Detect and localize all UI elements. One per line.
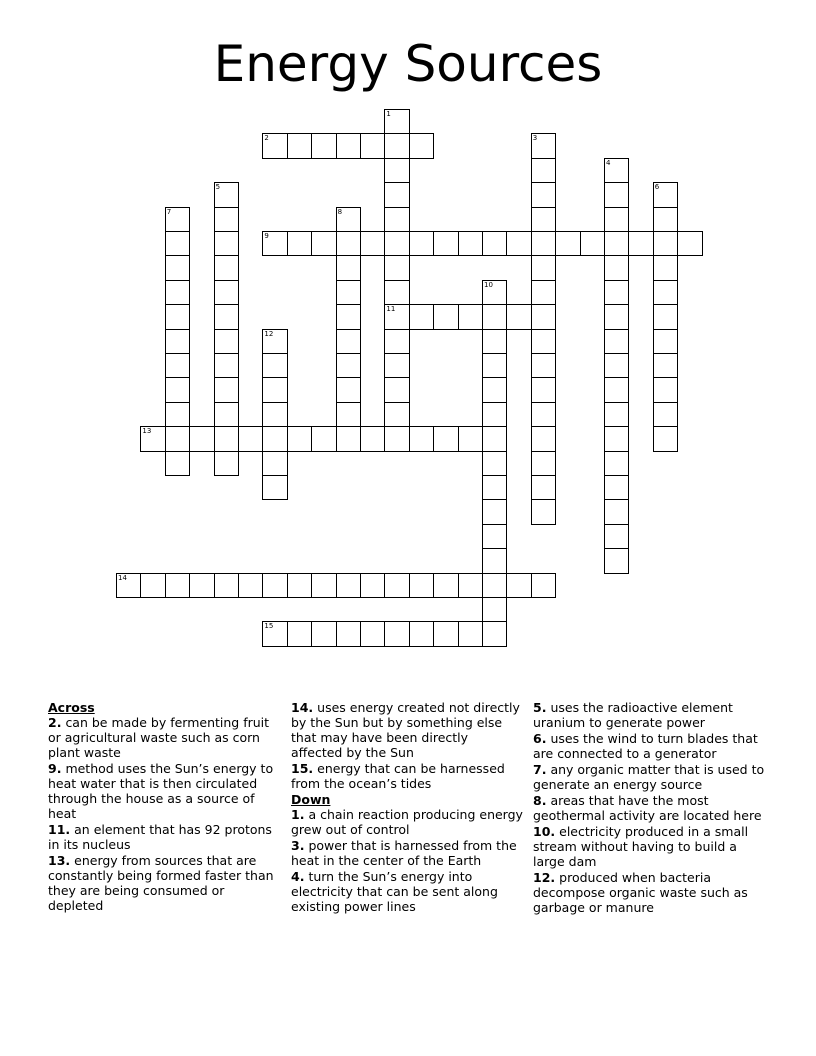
clue-text: areas that have the most geothermal activity are located here [533,793,762,823]
grid-cell[interactable] [214,304,239,329]
clue-text: electricity produced in a small stream without having to build a large dam [533,824,749,869]
grid-cell[interactable] [482,304,507,329]
clue-text: can be made by fermenting fruit or agricultural waste such as corn plant waste [48,715,270,760]
grid-cell[interactable] [458,621,483,646]
clue-text: an element that has 92 protons in its nucleus [48,822,272,852]
grid-cell[interactable] [336,377,361,402]
grid-cell[interactable] [506,573,531,598]
grid-cell[interactable] [409,621,434,646]
grid-cell[interactable] [531,451,556,476]
grid-cell[interactable] [458,231,483,256]
grid-cell[interactable] [165,573,190,598]
grid-cell[interactable] [384,133,409,158]
grid-cell[interactable] [165,451,190,476]
grid-cell[interactable] [482,451,507,476]
grid-cell[interactable] [311,621,336,646]
grid-cell[interactable] [653,182,678,207]
grid-cell[interactable] [604,207,629,232]
clue-number: 9. [48,761,62,776]
grid-cell[interactable] [531,158,556,183]
clue-number: 1. [291,807,305,822]
clue-number: 11. [48,822,71,837]
grid-cell[interactable] [165,231,190,256]
grid-cell[interactable] [336,573,361,598]
grid-cell[interactable] [262,426,287,451]
clue-down-7 [533,762,769,792]
grid-cell[interactable] [384,231,409,256]
cell-number: 4 [606,158,611,167]
grid-cell[interactable] [384,329,409,354]
clue-down-3 [291,838,523,868]
clue-number: 12. [533,870,556,885]
cell-number: 11 [386,305,396,314]
grid-cell[interactable] [287,426,312,451]
grid-cell[interactable] [604,304,629,329]
grid-cell[interactable] [384,304,409,329]
clue-text: uses the wind to turn blades that are connected to a generator [533,731,758,761]
clue-text: produced when bacteria decompose organic waste such as garbage or manure [533,870,748,915]
grid-cell[interactable] [604,524,629,549]
clue-across-15 [291,761,523,791]
grid-cell[interactable] [189,426,214,451]
grid-cell[interactable] [531,280,556,305]
grid-cell[interactable] [214,255,239,280]
grid-cell[interactable] [433,621,458,646]
grid-cell[interactable] [384,377,409,402]
grid-cell[interactable] [165,377,190,402]
grid-cell[interactable] [604,231,629,256]
grid-cell[interactable] [531,182,556,207]
grid-cell[interactable] [262,377,287,402]
grid-cell[interactable] [604,548,629,573]
grid-cell[interactable] [604,255,629,280]
grid-cell[interactable] [360,426,385,451]
grid-cell[interactable] [140,573,165,598]
grid-cell[interactable] [482,597,507,622]
grid-cell[interactable] [482,621,507,646]
clue-text: power that is harnessed from the heat in the center of the Earth [291,838,517,868]
clue-text: energy that can be harnessed from the ocean’s tides [291,761,505,791]
cell-number: 1 [386,110,391,118]
grid-cell[interactable] [531,475,556,500]
cell-number: 5 [215,183,221,192]
grid-cell[interactable] [482,231,507,256]
grid-cell[interactable] [531,377,556,402]
grid-cell[interactable] [262,353,287,378]
grid-cell[interactable] [604,499,629,524]
grid-cell[interactable] [531,231,556,256]
grid-cell[interactable] [336,402,361,427]
down-heading: Down [291,792,331,807]
grid-cell[interactable] [384,158,409,183]
grid-cell[interactable] [336,280,361,305]
grid-cell[interactable] [433,426,458,451]
grid-cell[interactable] [165,402,190,427]
grid-cell[interactable] [287,133,312,158]
grid-cell[interactable] [482,377,507,402]
clue-number: 2. [48,715,62,730]
clue-down-4 [291,869,523,914]
clue-down-1 [291,807,523,837]
grid-cell[interactable] [336,304,361,329]
clue-text: energy from sources that are constantly being formed faster than they are being consumed or depleted [48,853,274,913]
grid-cell[interactable] [214,280,239,305]
grid-cell[interactable] [531,255,556,280]
grid-cell[interactable] [604,426,629,451]
grid-cell[interactable] [311,573,336,598]
grid-cell[interactable] [262,231,287,256]
clue-text: any organic matter that is used to generate an energy source [533,762,765,792]
grid-cell[interactable] [531,304,556,329]
grid-cell[interactable] [336,353,361,378]
grid-cell[interactable] [384,573,409,598]
grid-cell[interactable] [360,133,385,158]
grid-cell[interactable] [628,231,653,256]
clues-column-1 [48,700,280,914]
grid-cell[interactable] [409,304,434,329]
grid-cell[interactable] [262,621,287,646]
grid-cell[interactable] [262,133,287,158]
grid-cell[interactable] [653,207,678,232]
grid-cell[interactable] [653,402,678,427]
clue-across-14 [291,700,523,760]
clue-number: 3. [291,838,305,853]
grid-cell[interactable] [531,573,556,598]
grid-cell[interactable] [604,353,629,378]
grid-cell[interactable] [482,573,507,598]
grid-cell[interactable] [653,329,678,354]
cell-number: 15 [264,622,274,631]
grid-cell[interactable] [336,133,361,158]
grid-cell[interactable] [482,426,507,451]
grid-cell[interactable] [384,426,409,451]
page-title: Energy Sources [213,35,603,93]
grid-cell[interactable] [531,426,556,451]
clue-number: 8. [533,793,547,808]
grid-cell[interactable] [336,426,361,451]
cell-number: 2 [264,134,269,143]
grid-cell[interactable] [165,304,190,329]
grid-cell[interactable] [653,304,678,329]
grid-cell[interactable] [482,548,507,573]
grid-cell[interactable] [555,231,580,256]
grid-cell[interactable] [214,426,239,451]
grid-cell[interactable] [482,402,507,427]
grid-cell[interactable] [384,353,409,378]
grid-cell[interactable] [482,353,507,378]
grid-cell[interactable] [458,573,483,598]
grid-cell[interactable] [336,231,361,256]
grid-cell[interactable] [604,402,629,427]
grid-cell[interactable] [409,426,434,451]
grid-cell[interactable] [531,329,556,354]
clue-text: method uses the Sun’s energy to heat water that is then circulated through the house as a source of heat [48,761,274,821]
grid-cell[interactable] [384,402,409,427]
clue-across-13 [48,853,280,913]
clue-text: a chain reaction producing energy grew out of control [291,807,523,837]
grid-cell[interactable] [360,231,385,256]
grid-cell[interactable] [311,133,336,158]
grid-cell[interactable] [189,573,214,598]
grid-cell[interactable] [262,329,287,354]
grid-cell[interactable] [214,353,239,378]
grid-cell[interactable] [506,231,531,256]
grid-cell[interactable] [165,329,190,354]
grid-cell[interactable] [287,621,312,646]
grid-cell[interactable] [604,280,629,305]
grid-cell[interactable] [433,573,458,598]
grid-cell[interactable] [653,426,678,451]
grid-cell[interactable] [262,475,287,500]
grid-cell[interactable] [653,377,678,402]
clues-column-3 [533,700,769,916]
cell-number: 12 [264,329,274,338]
grid-cell[interactable] [458,304,483,329]
grid-cell[interactable] [214,329,239,354]
grid-cell[interactable] [238,573,263,598]
grid-cell[interactable] [360,573,385,598]
grid-cell[interactable] [384,207,409,232]
grid-cell[interactable] [311,231,336,256]
grid-cell[interactable] [482,329,507,354]
grid-cell[interactable] [336,207,361,232]
grid-cell[interactable] [482,475,507,500]
clue-number: 14. [291,700,314,715]
grid-cell[interactable] [311,426,336,451]
grid-cell[interactable] [214,182,239,207]
grid-cell[interactable] [336,329,361,354]
grid-cell[interactable] [531,133,556,158]
grid-cell[interactable] [531,402,556,427]
cell-number: 3 [532,134,538,143]
clue-text: turn the Sun’s energy into electricity that can be sent along existing power lines [291,869,498,914]
clue-down-12 [533,870,769,915]
grid-cell[interactable] [482,524,507,549]
clue-number: 6. [533,731,547,746]
grid-cell[interactable] [140,426,165,451]
grid-cell[interactable] [262,402,287,427]
grid-cell[interactable] [360,621,385,646]
grid-cell[interactable] [262,573,287,598]
grid-cell[interactable] [384,255,409,280]
clue-number: 7. [533,762,547,777]
grid-cell[interactable] [409,231,434,256]
grid-cell[interactable] [531,353,556,378]
clue-across-2 [48,715,280,760]
grid-cell[interactable] [214,207,239,232]
grid-cell[interactable] [531,207,556,232]
grid-cell[interactable] [287,231,312,256]
clue-down-6 [533,731,769,761]
clue-down-5 [533,700,769,730]
clue-across-9 [48,761,280,821]
grid-cell[interactable] [482,280,507,305]
grid-cell[interactable] [677,231,702,256]
grid-cell[interactable] [604,451,629,476]
grid-cell[interactable] [262,451,287,476]
grid-cell[interactable] [214,451,239,476]
clues-column-2 [291,700,523,915]
grid-cell[interactable] [604,158,629,183]
grid-cell[interactable] [409,573,434,598]
grid-cell[interactable] [165,353,190,378]
grid-cell[interactable] [214,573,239,598]
clue-text: uses the radioactive element uranium to generate power [533,700,733,730]
grid-cell[interactable] [116,573,141,598]
grid-cell[interactable] [165,255,190,280]
grid-cell[interactable] [531,499,556,524]
grid-cell[interactable] [165,426,190,451]
cell-number: 6 [654,183,660,192]
grid-cell[interactable] [165,207,190,232]
clue-number: 15. [291,761,314,776]
grid-cell[interactable] [433,304,458,329]
clue-down-8 [533,793,769,823]
grid-cell[interactable] [384,182,409,207]
cell-number: 8 [337,207,343,216]
grid-cell[interactable] [482,499,507,524]
grid-cell[interactable] [580,231,605,256]
grid-cell[interactable] [336,255,361,280]
grid-cell[interactable] [604,377,629,402]
cell-number: 7 [166,207,172,216]
grid-cell[interactable] [238,426,263,451]
grid-cell[interactable] [506,304,531,329]
cell-number: 14 [118,573,127,582]
cell-number: 10 [484,280,493,289]
cell-number: 13 [142,427,152,436]
grid-cell[interactable] [653,255,678,280]
cell-number: 9 [264,232,269,240]
grid-cell[interactable] [214,231,239,256]
grid-cell[interactable] [604,475,629,500]
grid-cell[interactable] [653,231,678,256]
clue-number: 4. [291,869,305,884]
grid-cell[interactable] [653,280,678,305]
grid-cell[interactable] [384,109,409,134]
grid-cell[interactable] [604,329,629,354]
grid-cell[interactable] [214,377,239,402]
grid-cell[interactable] [384,621,409,646]
clue-number: 10. [533,824,556,839]
grid-cell[interactable] [409,133,434,158]
clue-number: 5. [533,700,547,715]
clue-text: uses energy created not directly by the Sun but by something else that may have been directly affected by the Sun [291,700,520,760]
clue-down-10 [533,824,769,869]
grid-cell[interactable] [653,353,678,378]
grid-cell[interactable] [165,280,190,305]
grid-cell[interactable] [458,426,483,451]
grid-cell[interactable] [336,621,361,646]
clue-across-11 [48,822,280,852]
grid-cell[interactable] [433,231,458,256]
grid-cell[interactable] [214,402,239,427]
clue-number: 13. [48,853,71,868]
grid-cell[interactable] [604,182,629,207]
across-heading: Across [48,700,95,715]
grid-cell[interactable] [384,280,409,305]
grid-cell[interactable] [287,573,312,598]
